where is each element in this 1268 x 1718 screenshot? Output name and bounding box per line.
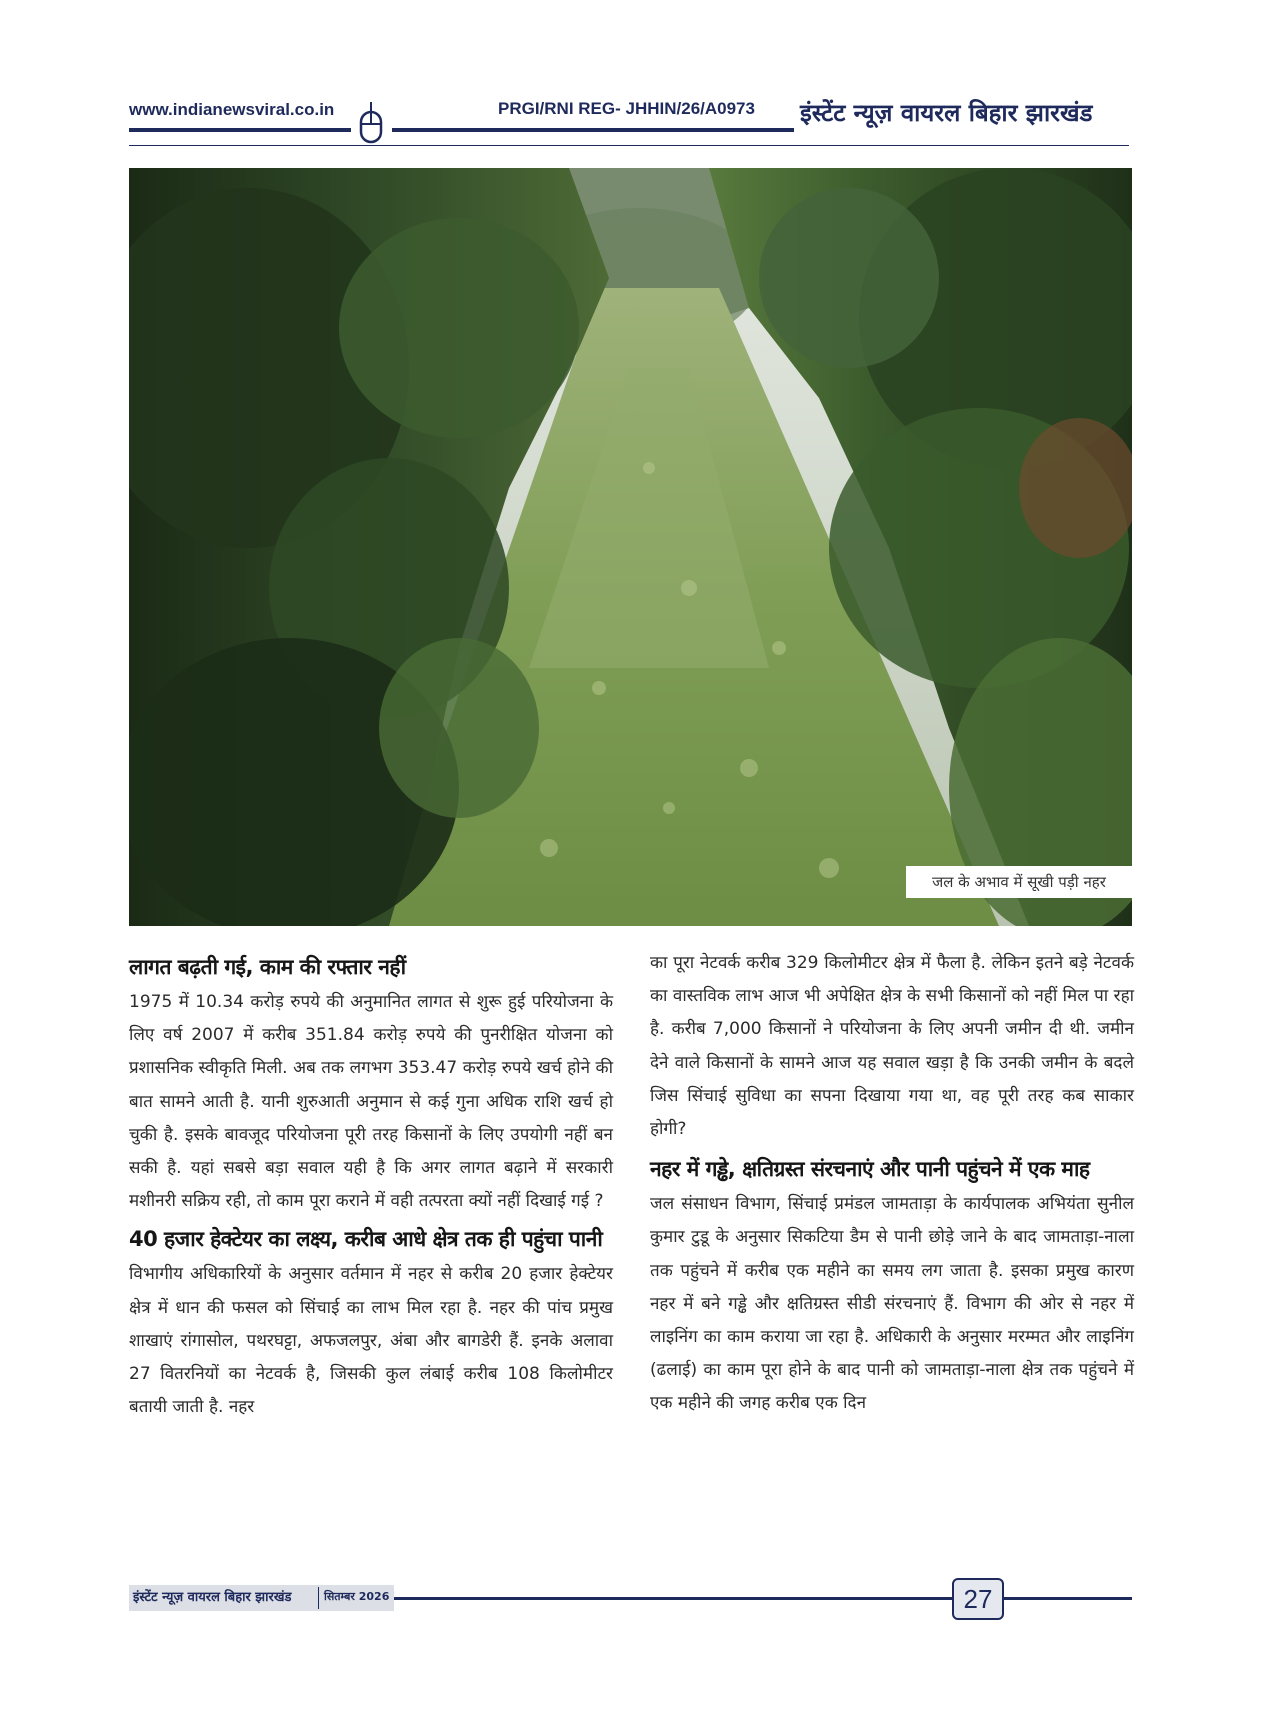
header-rule xyxy=(129,128,351,132)
header-url[interactable]: www.indianewsviral.co.in xyxy=(129,100,335,119)
footer-publication: इंस्टेंट न्यूज़ वायरल बिहार झारखंड xyxy=(133,1590,292,1605)
header-rule xyxy=(392,128,794,132)
header-rule-thin xyxy=(129,145,1129,146)
photo-caption: जल के अभाव में सूखी पड़ी नहर xyxy=(906,866,1132,898)
footer-date: सितम्बर 2026 xyxy=(324,1590,390,1603)
article-paragraph: का पूरा नेटवर्क करीब 329 किलोमीटर क्षेत्र में फैला है. लेकिन इतने बड़े नेटवर्क का वास्तविक लाभ आज भी अपेक्षित क्षेत्र के सभी किसानों को नहीं मिल पा रहा है. करीब 7,000 किसानों ने परियोजना के लिए अपनी जमीन दी थी. जमीन देने वाले किसानों के सामने आज यह सवाल खड़ा है कि उनकी जमीन के बदले जिस सिंचाई सुविधा का सपना दिखाया गया था, वह पूरी तरह कब साकार होगी? xyxy=(650,953,1134,1140)
article-paragraph: जल संसाधन विभाग, सिंचाई प्रमंडल जामताड़ा के कार्यपालक अभियंता सुनील कुमार टुडू के अनुसार सिकटिया डैम से पानी छोड़े जाने के बाद जामताड़ा-नाला तक पहुंचने में करीब एक महीने का समय लग जाता है. इसका प्रमुख कारण नहर में बने गड्ढे और क्षतिग्रस्त सीडी संरचनाएं हैं. विभाग की ओर से नहर में लाइनिंग का काम कराया जा रहा है. अधिकारी के अनुसार मरम्मत और लाइनिंग (ढलाई) का काम पूरा होने के बाद पानी को जामताड़ा-नाला क्षेत्र तक पहुंचने में एक महीने की जगह करीब एक दिन xyxy=(650,1194,1134,1414)
article-paragraph: 1975 में 10.34 करोड़ रुपये की अनुमानित लागत से शुरू हुई परियोजना के लिए वर्ष 2007 में करीब 351.84 करोड़ रुपये की पुनरीक्षित योजना को प्रशासनिक स्वीकृति मिली. अब तक लगभग 353.47 करोड़ रुपये खर्च होने की बात सामने आती है. यानी शुरुआती अनुमान से कई गुना अधिक राशि खर्च हो चुकी है. इसके बावजूद परियोजना पूरी तरह किसानों के लिए उपयोगी नहीं बन सकी है. यहां सबसे बड़ा सवाल यही है कि अगर लागत बढ़ाने में सरकारी मशीनरी सक्रिय रही, तो काम पूरा कराने में वही तत्परता क्यों नहीं दिखाई गई ? xyxy=(129,992,613,1212)
article-left-column xyxy=(129,948,613,1424)
mouse-icon xyxy=(356,100,386,146)
article-paragraph: विभागीय अधिकारियों के अनुसार वर्तमान में नहर से करीब 20 हजार हेक्टेयर क्षेत्र में धान की फसल को सिंचाई का लाभ मिल रहा है. नहर की पांच प्रमुख शाखाएं रांगासोल, पथरघट्टा, अफजलपुर, अंबा और बागडेरी हैं. इनके अलावा 27 वितरनियों का नेटवर्क है, जिसकी कुल लंबाई करीब 108 किलोमीटर बतायी जाती है. नहर xyxy=(129,1264,613,1418)
publication-title: इंस्टेंट न्यूज़ वायरल बिहार झारखंड xyxy=(800,99,1093,127)
registration-number: PRGI/RNI REG- JHHIN/26/A0973 xyxy=(498,99,755,118)
section-heading: नहर में गड्ढे, क्षतिग्रस्त संरचनाएं और पानी पहुंचने में एक माह xyxy=(650,1157,1090,1182)
article-right-column xyxy=(650,947,1134,1421)
section-heading: 40 हजार हेक्टेयर का लक्ष्य, करीब आधे क्षेत्र तक ही पहुंचा पानी xyxy=(129,1227,603,1252)
page-number: 27 xyxy=(952,1578,1004,1620)
canal-photo xyxy=(129,168,1132,926)
footer-separator xyxy=(318,1587,319,1609)
section-heading: लागत बढ़ती गई, काम की रफ्तार नहीं xyxy=(129,955,406,979)
